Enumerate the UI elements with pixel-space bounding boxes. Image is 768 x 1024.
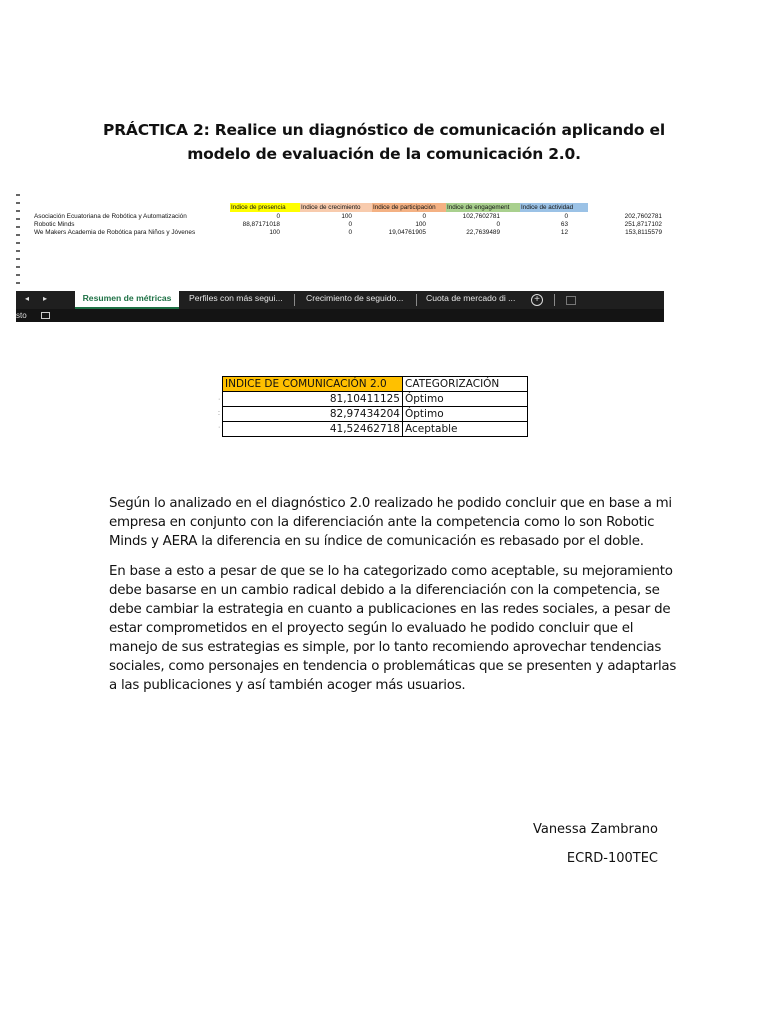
table-row <box>223 422 528 437</box>
row-value: 100 <box>269 229 280 236</box>
paragraph-line: empresa en conjunto con la diferenciación ante la competencia como lo son Robotic <box>109 515 655 530</box>
column-header: Indice de crecimiento <box>300 203 372 212</box>
table-row <box>223 407 528 422</box>
tab-perfiles[interactable]: Perfiles con más segui... <box>189 293 283 303</box>
column-header: Indice de engagement <box>446 203 520 212</box>
index-value: 41,52462718 <box>223 422 403 437</box>
table-row <box>34 229 664 237</box>
add-sheet-icon[interactable]: + <box>531 294 543 306</box>
row-name: We Makers Academia de Robótica para Niños y Jóvenes <box>34 229 196 236</box>
tab-cuota-mercado[interactable]: Cuota de mercado di ... <box>426 293 516 303</box>
sheet-view-icon[interactable] <box>41 312 50 319</box>
row-value: 251,8717102 <box>624 221 662 228</box>
column-header: Indice de presencia <box>230 203 300 212</box>
tab-separator <box>554 294 555 306</box>
header-categorizacion: CATEGORIZACIÓN <box>403 377 528 392</box>
tab-separator <box>294 294 295 306</box>
scroll-left-icon[interactable] <box>566 296 576 305</box>
row-value: 202,7602781 <box>624 213 662 220</box>
index-value: 82,97434204 <box>223 407 403 422</box>
index-category: Aceptable <box>403 422 528 437</box>
paragraph-1 <box>109 494 672 551</box>
tab-separator <box>416 294 417 306</box>
table-header-row <box>223 377 528 392</box>
paragraph-2 <box>109 562 677 695</box>
sheet-tab-bar <box>16 291 664 309</box>
row-marker: · <box>218 424 221 431</box>
row-value: 0 <box>348 221 352 228</box>
index-value: 81,10411125 <box>223 392 403 407</box>
column-header: Indice de actividad <box>520 203 588 212</box>
header-indice: INDICE DE COMUNICACIÓN 2.0 <box>223 377 403 392</box>
column-header: Indice de participación <box>372 203 446 212</box>
index-category: Óptimo <box>403 392 528 407</box>
row-marker: · <box>218 396 221 403</box>
signature-code: ECRD-100TEC <box>566 851 658 866</box>
prev-sheet-icon[interactable]: ◂ <box>25 294 30 303</box>
paragraph-line: estar comprometidos en el proyecto según lo evaluado he podido concluir que el <box>109 621 634 636</box>
status-text: sto <box>16 311 27 320</box>
row-value: 22,7639489 <box>466 229 500 236</box>
tab-crecimiento[interactable]: Crecimiento de seguido... <box>306 293 404 303</box>
index-category: Óptimo <box>403 407 528 422</box>
paragraph-line: sociales, como personajes en tendencia o problemáticas que se presenten y adaptarlas <box>109 659 677 674</box>
table-row <box>34 213 664 221</box>
row-value: 153,8115579 <box>625 229 662 236</box>
row-value: 12 <box>560 229 568 236</box>
table-row <box>34 221 664 229</box>
paragraph-line: debe basarse en un cambio radical debido a la diferenciación con la competencia, se <box>109 583 660 598</box>
signature-name: Vanessa Zambrano <box>532 822 658 837</box>
row-value: 0 <box>276 213 280 220</box>
paragraph-line: debe cambiar la estrategia en cuanto a publicaciones en las redes sociales, a pesar de <box>109 602 671 617</box>
next-sheet-icon[interactable]: ▸ <box>43 294 48 303</box>
row-header-strip <box>16 194 20 290</box>
row-value: 0 <box>348 229 352 236</box>
row-value: 88,87171018 <box>242 221 280 228</box>
row-value: 100 <box>341 213 352 220</box>
row-value: 19,04761905 <box>388 229 426 236</box>
row-value: 0 <box>564 213 568 220</box>
row-value: 100 <box>415 221 426 228</box>
paragraph-line: Según lo analizado en el diagnóstico 2.0 realizado he podido concluir que en base a mi <box>109 496 672 511</box>
row-name: Robotic Minds <box>34 221 75 228</box>
row-value: 102,7602781 <box>462 213 500 220</box>
row-name: Asociación Ecuatoriana de Robótica y Automatización <box>34 213 187 220</box>
row-marker: : <box>218 410 220 417</box>
paragraph-line: En base a esto a pesar de que se lo ha categorizado como aceptable, su mejoramiento <box>109 564 673 579</box>
paragraph-line: a las publicaciones y así también acoger más usuarios. <box>109 678 466 693</box>
paragraph-line: manejo de sus estrategias es simple, por lo tanto recomiendo aprovechar tendencias <box>109 640 662 655</box>
status-bar <box>16 309 664 322</box>
tab-resumen-metricas[interactable]: Resumen de métricas <box>75 291 179 309</box>
paragraph-line: Minds y AERA la diferencia en su índice de comunicación es rebasado por el doble. <box>109 534 644 549</box>
title-line-2: modelo de evaluación de la comunicación 2.0. <box>187 145 581 163</box>
row-value: 63 <box>560 221 568 228</box>
row-value: 0 <box>496 221 500 228</box>
table-row <box>223 392 528 407</box>
communication-index-table <box>222 376 528 437</box>
title-line-1: PRÁCTICA 2: Realice un diagnóstico de comunicación aplicando el <box>103 121 665 139</box>
spreadsheet-screenshot <box>16 194 664 322</box>
page-title <box>100 118 668 166</box>
row-value: 0 <box>422 213 426 220</box>
